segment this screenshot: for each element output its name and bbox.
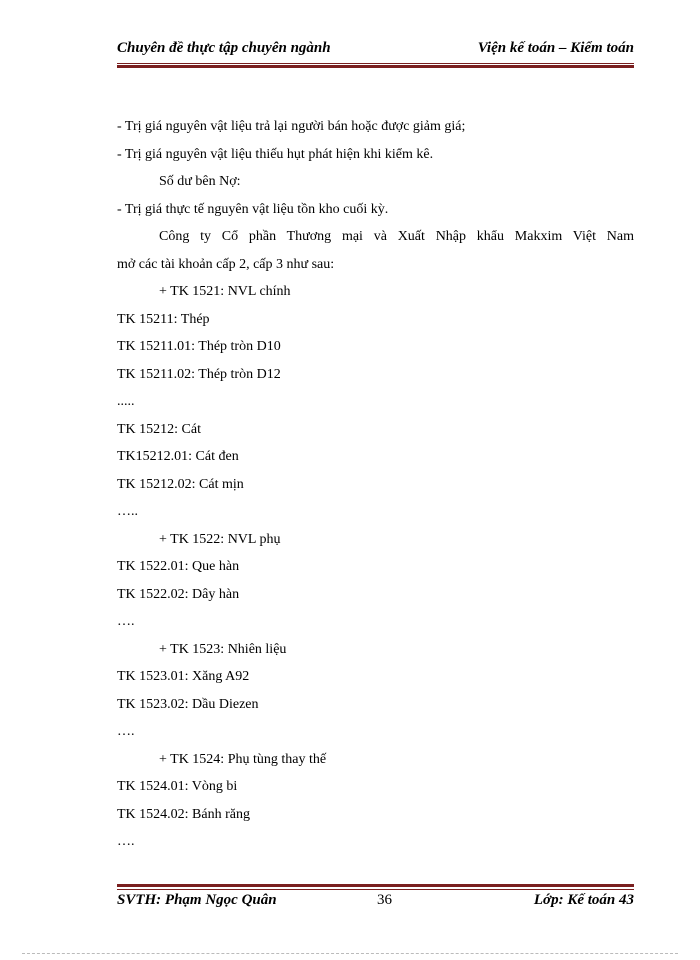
text-line: TK 1524.02: Bánh răng — [117, 806, 250, 822]
text-line: TK15212.01: Cát đen — [117, 449, 239, 464]
header-right-title: Viện kế toán – Kiểm toán — [477, 40, 634, 56]
text-line: TK 15211.01: Thép tròn D10 — [117, 339, 281, 354]
page-footer — [117, 892, 634, 914]
text-line: TK 15212: Cát — [117, 421, 201, 437]
text-line: + TK 1521: NVL chính — [159, 284, 291, 299]
text-line: ..... — [117, 394, 135, 409]
text-line: mở các tài khoản cấp 2, cấp 3 như sau: — [117, 256, 335, 272]
header-rule-thin — [117, 63, 634, 64]
text-line: TK 15211.02: Thép tròn D12 — [117, 366, 281, 382]
text-line: - Trị giá nguyên vật liệu trả lại người bán hoặc được giảm giá; — [117, 119, 466, 134]
text-line: ….. — [117, 504, 138, 519]
text-line: …. — [117, 724, 135, 739]
footer-student-name: SVTH: Phạm Ngọc Quân — [117, 892, 277, 908]
text-line: TK 15211: Thép — [117, 311, 210, 327]
footer-rule-thin — [117, 889, 634, 890]
header-left-title: Chuyên đề thực tập chuyên ngành — [117, 40, 331, 56]
text-line: - Trị giá nguyên vật liệu thiếu hụt phát hiện khi kiểm kê. — [117, 146, 434, 162]
text-line: - Trị giá thực tế nguyên vật liệu tồn kho cuối kỳ. — [117, 201, 389, 217]
page-header — [117, 40, 634, 62]
text-line: TK 1522.02: Dây hàn — [117, 586, 240, 602]
text-line: Công ty Cổ phần Thương mại và Xuất Nhập khẩu Makxim Việt Nam — [159, 229, 634, 244]
text-line: TK 1524.01: Vòng bi — [117, 779, 238, 794]
text-line: …. — [117, 834, 135, 849]
page-bottom-edge — [22, 953, 678, 954]
text-line: TK 1522.01: Que hàn — [117, 559, 240, 574]
text-line: + TK 1523: Nhiên liệu — [159, 641, 287, 657]
text-line: …. — [117, 614, 135, 629]
body-text — [117, 113, 634, 856]
page-number: 36 — [377, 892, 392, 908]
text-line: TK 1523.01: Xăng A92 — [117, 669, 250, 684]
footer-class-name: Lớp: Kế toán 43 — [533, 892, 634, 908]
header-rule-thick — [117, 65, 634, 68]
text-line: Số dư bên Nợ: — [159, 174, 241, 189]
text-line: TK 1523.02: Dầu Diezen — [117, 696, 259, 712]
text-line: + TK 1522: NVL phụ — [159, 531, 281, 547]
text-line: TK 15212.02: Cát mịn — [117, 476, 244, 492]
footer-rule-thick — [117, 884, 634, 887]
text-line: + TK 1524: Phụ tùng thay thế — [159, 751, 327, 767]
